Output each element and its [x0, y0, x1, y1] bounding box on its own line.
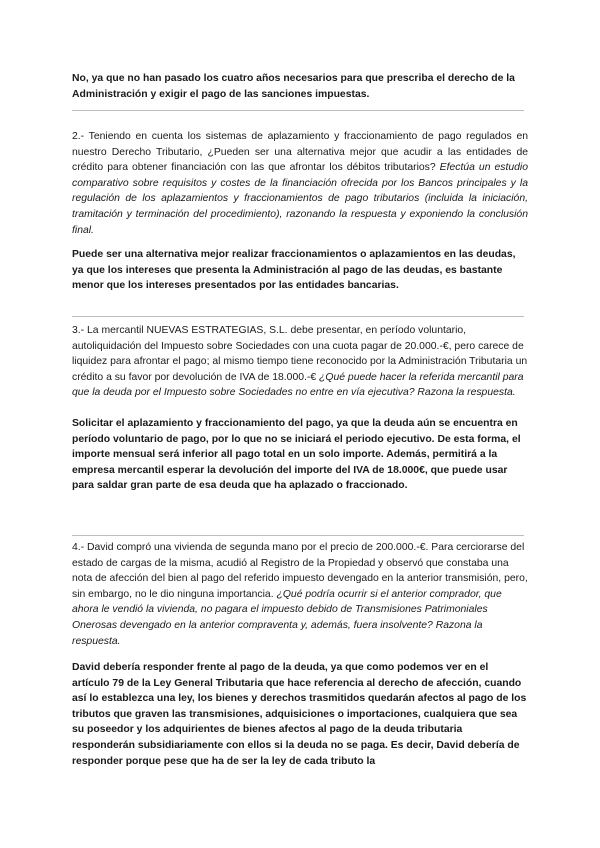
divider-2 — [72, 316, 524, 317]
answer-2: Puede ser una alternativa mejor realizar fraccionamientos o aplazamientos en las deudas, ya que los intereses que presenta la Administración al pago de las deudas, es bastante menor que los intereses presentados por las entidades bancarias. — [72, 249, 516, 292]
question-4 — [72, 540, 528, 649]
question-3-instructions: ¿Qué puede hacer la referida mercantil para que la deuda por el Impuesto sobre Sociedades no entre en vía ejecutiva? Razona la respuesta. — [72, 371, 524, 399]
question-2-instructions: Efectúa un estudio comparativo sobre requisitos y costes de la financiación ofrecida por los Bancos principales y la regulación de los aplazamientos y fraccionamientos de pago tributarios (incluida la iniciación, tramitación y terminación del procedimiento), razonando la respuesta y exponiendo la conclusión final. — [72, 162, 529, 236]
question-3-text: 3.- La mercantil NUEVAS ESTRATEGIAS, S.L. debe presentar, en período voluntario, autoliquidación del Impuesto sobre Sociedades con una cuota pagar de 20.000.-€, pero carece de liquidez para afrontar el pago; al mismo tiempo tiene reconocido por la Administración Tributaria un crédito a su favor por devolución de IVA de 18.000.-€ — [72, 325, 528, 383]
divider-3 — [72, 535, 524, 536]
question-4-text: 4.- David compró una vivienda de segunda mano por el precio de 200.000.-€. Para cerciorarse del estado de cargas de la misma, acudió al Registro de la Propiedad y observó que constaba una nota de afección del bien al pago del referido impuesto devengado en la anterior transmisión, pero, sin embargo, no le dio ninguna importancia. — [72, 542, 528, 600]
question-4-instructions: ¿Qué podría ocurrir si el anterior comprador, que ahora le vendió la vivienda, no pagara el impuesto debido de Transmisiones Patrimoniales Onerosas devengado en la anterior compraventa y, además, fuera insolvente? Razona la respuesta. — [72, 588, 502, 647]
answer-4: David debería responder frente al pago de la deuda, ya que como podemos ver en el artículo 79 de la Ley General Tributaria que hace referencia al derecho de afección, cuando así lo establezca una ley, los bienes y derechos trasmitidos quedarán afectos al pago de los tributos que graven las transmisiones, adquisiciones o importaciones, cualquiera que sea su poseedor y los adquirientes de bienes afectos al pago de la deuda tributaria responderán subsidiariamente con ellos si la deuda no se paga. Es decir, David debería de responder porque pese que ha de ser la ley de cada tributo la — [72, 662, 527, 767]
question-3 — [72, 323, 528, 401]
answer-3: Solicitar el aplazamiento y fraccionamiento del pago, ya que la deuda aún se encuentra en período voluntario de pago, por lo que no se iniciará el periodo ejecutivo. De esta forma, el importe mensual será inferior all pago total en un solo importe. Además, permitirá a la empresa mercantil esperar la devolución del importe del IVA de 18.000€, que puede usar para saldar gran parte de esa deuda que ha aplazado o fraccionado. — [72, 418, 521, 492]
question-2 — [72, 129, 528, 238]
question-2-text: 2.- Teniendo en cuenta los sistemas de aplazamiento y fraccionamiento de pago regulados en nuestro Derecho Tributario, ¿Pueden ser una alternativa mejor que acudir a las entidades de crédito para obtener financiación con las que afrontar los débitos tributarios? — [72, 131, 528, 174]
divider-1 — [72, 110, 524, 111]
answer-1: No, ya que no han pasado los cuatro años necesarios para que prescriba el derecho de la Administración y exigir el pago de las sanciones impuestas. — [72, 73, 515, 100]
